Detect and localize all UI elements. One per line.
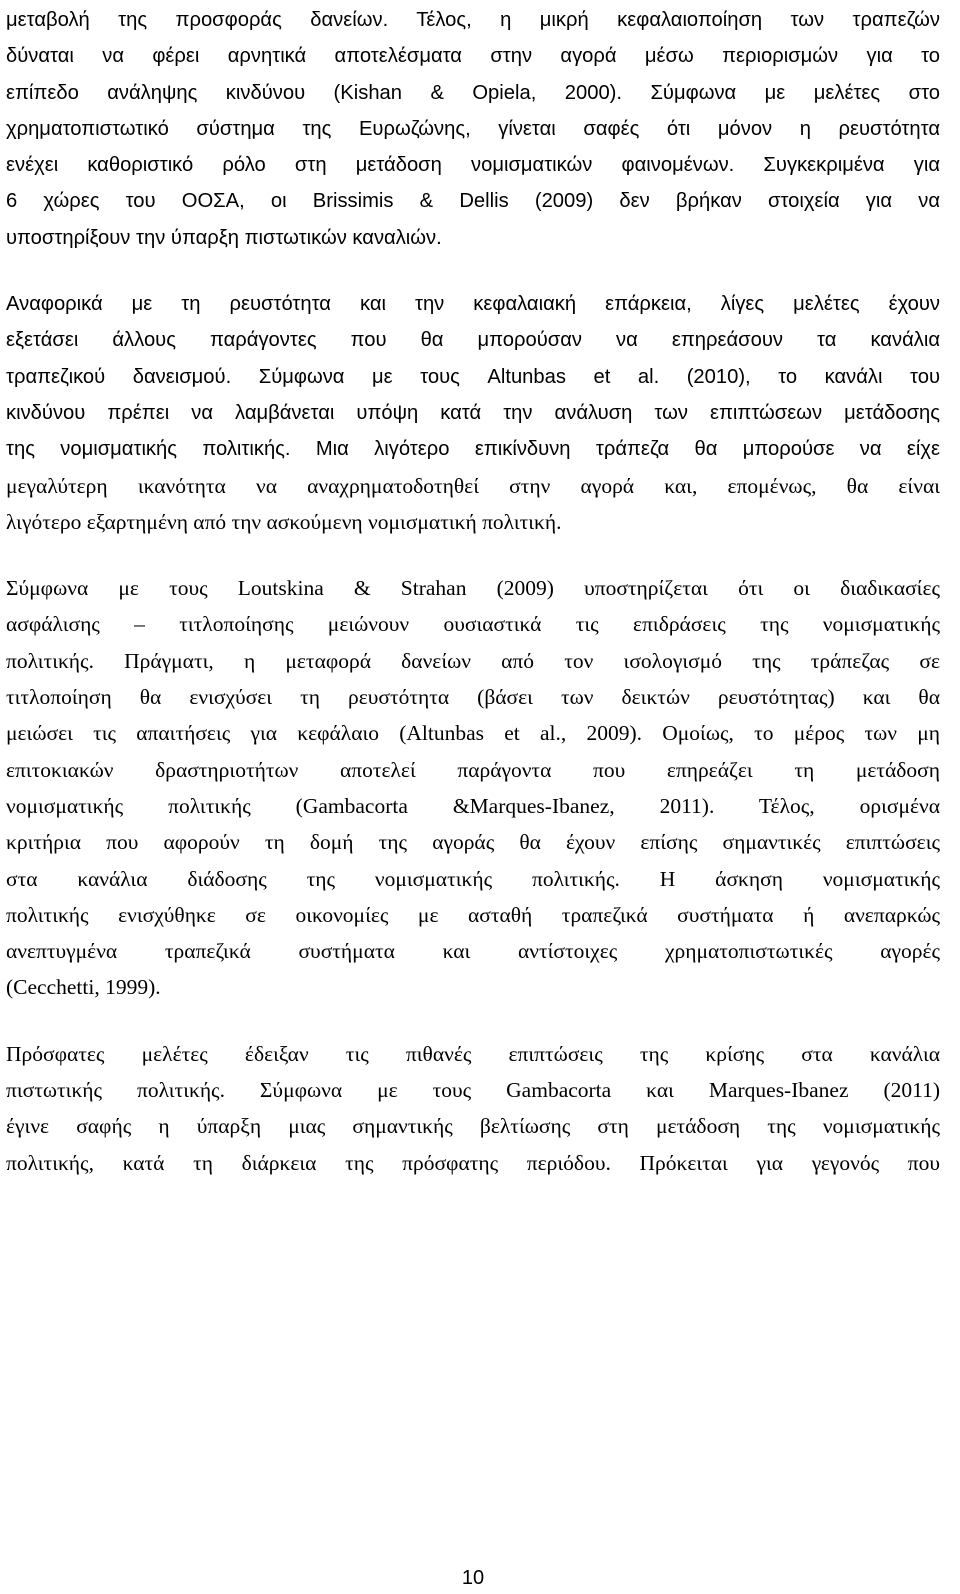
paragraph-line: λιγότερο εξαρτημένη από την ασκούμενη νομισματική πολιτική. bbox=[6, 509, 562, 534]
paragraph-line: Αναφορικά με τη ρευστότητα και την κεφαλαιακή επάρκεια, λίγες μελέτες έχουν bbox=[6, 293, 940, 316]
paragraph-line: επιτοκιακών δραστηριοτήτων αποτελεί παράγοντα που επηρεάζει τη μετάδοση bbox=[6, 757, 940, 782]
paragraph-line: Σύμφωνα με τους Loutskina & Strahan (2009) υποστηρίζεται ότι οι διαδικασίες bbox=[6, 576, 940, 601]
paragraph-3 bbox=[6, 570, 940, 1006]
paragraph-line: πολιτικής ενισχύθηκε σε οικονομίες με ασταθή τραπεζικά συστήματα ή ανεπαρκώς bbox=[6, 902, 940, 927]
paragraph-line: νομισματικής πολιτικής (Gambacorta &Marques-Ibanez, 2011). Τέλος, ορισμένα bbox=[6, 793, 940, 818]
paragraph-line: χρηματοπιστωτικό σύστημα της Ευρωζώνης, γίνεται σαφές ότι μόνον η ρευστότητα bbox=[6, 117, 940, 140]
paragraph-line: 6 χώρες του ΟΟΣΑ, οι Brissimis & Dellis (2009) δεν βρήκαν στοιχεία για να bbox=[6, 190, 940, 213]
paragraph-line: ενέχει καθοριστικό ρόλο στη μετάδοση νομισματικών φαινομένων. Συγκεκριμένα για bbox=[6, 154, 940, 177]
paragraph-line: επίπεδο ανάληψης κινδύνου (Kishan & Opiela, 2000). Σύμφωνα με μελέτες στο bbox=[6, 81, 940, 104]
paragraph-spacing bbox=[6, 540, 940, 570]
paragraph-line: εξετάσει άλλους παράγοντες που θα μπορούσαν να επηρεάσουν τα κανάλια bbox=[6, 329, 940, 352]
page-number: 10 bbox=[461, 1567, 485, 1589]
body-text bbox=[6, 2, 940, 1181]
paragraph-4 bbox=[6, 1036, 940, 1181]
paragraph-line: της νομισματικής πολιτικής. Μια λιγότερο επικίνδυνη τράπεζα θα μπορούσε να είχε bbox=[6, 438, 940, 461]
paragraph-line: πολιτικής. Πράγματι, η μεταφορά δανείων από τον ισολογισμό της τράπεζας σε bbox=[6, 648, 940, 673]
paragraph-1 bbox=[6, 2, 940, 256]
paragraph-line: Πρόσφατες μελέτες έδειξαν τις πιθανές επιπτώσεις της κρίσης στα κανάλια bbox=[6, 1041, 940, 1066]
paragraph-spacing bbox=[6, 1006, 940, 1036]
paragraph-line: υποστηρίξουν την ύπαρξη πιστωτικών καναλιών. bbox=[6, 226, 442, 249]
paragraph-spacing bbox=[6, 256, 940, 286]
paragraph-line: τραπεζικού δανεισμού. Σύμφωνα με τους Altunbas et al. (2010), το κανάλι του bbox=[6, 365, 940, 388]
paragraph-line: μεγαλύτερη ικανότητα να αναχρηματοδοτηθεί στην αγορά και, επομένως, θα είναι bbox=[6, 473, 940, 498]
paragraph-line: στα κανάλια διάδοσης της νομισματικής πολιτικής. Η άσκηση νομισματικής bbox=[6, 866, 940, 891]
paragraph-line: μεταβολή της προσφοράς δανείων. Τέλος, η μικρή κεφαλαιοποίηση των τραπεζών bbox=[6, 9, 940, 31]
paragraph-line: πολιτικής, κατά τη διάρκεια της πρόσφατης περιόδου. Πρόκειται για γεγονός που bbox=[6, 1150, 940, 1175]
paragraph-line: τιτλοποίηση θα ενισχύσει τη ρευστότητα (βάσει των δεικτών ρευστότητας) και θα bbox=[6, 685, 940, 710]
paragraph-line: ανεπτυγμένα τραπεζικά συστήματα και αντίστοιχες χρηματοπιστωτικές αγορές bbox=[6, 939, 940, 964]
paragraph-line: μειώσει τις απαιτήσεις για κεφάλαιο (Altunbas et al., 2009). Ομοίως, το μέρος των μη bbox=[6, 721, 940, 746]
paragraph-line: κινδύνου πρέπει να λαμβάνεται υπόψη κατά την ανάλυση των επιπτώσεων μετάδοσης bbox=[6, 401, 940, 424]
paragraph-line: έγινε σαφής η ύπαρξη μιας σημαντικής βελτίωσης στη μετάδοση της νομισματικής bbox=[6, 1114, 940, 1139]
paragraph-line: κριτήρια που αφορούν τη δομή της αγοράς θα έχουν επίσης σημαντικές επιπτώσεις bbox=[6, 830, 940, 855]
paragraph-line: πιστωτικής πολιτικής. Σύμφωνα με τους Gambacorta και Marques-Ibanez (2011) bbox=[6, 1078, 940, 1103]
paragraph-line: δύναται να φέρει αρνητικά αποτελέσματα στην αγορά μέσω περιορισμών για το bbox=[6, 45, 940, 68]
paragraph-line: ασφάλισης – τιτλοποίησης μειώνουν ουσιαστικά τις επιδράσεις της νομισματικής bbox=[6, 612, 940, 637]
paragraph-line: (Cecchetti, 1999). bbox=[6, 975, 161, 1000]
paragraph-2 bbox=[6, 286, 940, 540]
